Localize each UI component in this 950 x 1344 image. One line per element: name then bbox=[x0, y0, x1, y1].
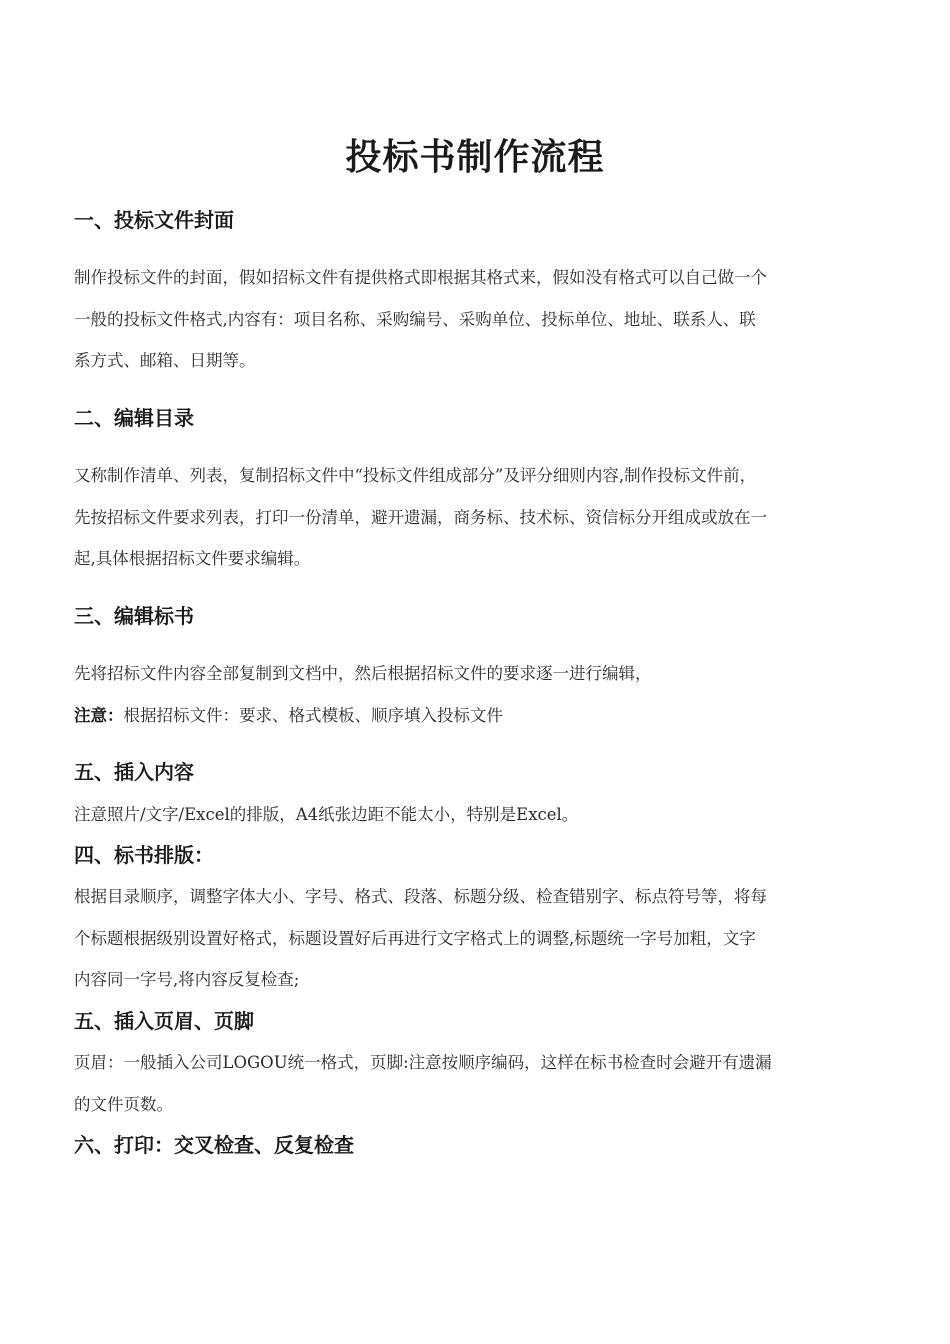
section-heading-header-footer: 五、插入页眉、页脚 bbox=[74, 1009, 254, 1033]
section-body-layout bbox=[74, 876, 894, 1001]
body-line: 先按招标文件要求列表，打印一份清单，避开遗漏，商务标、技术标、资信标分开组成或放在一 bbox=[74, 507, 767, 527]
note-text: 根据招标文件：要求、格式模板、顺序填入投标文件 bbox=[123, 705, 503, 725]
body-line: 先将招标文件内容全部复制到文档中，然后根据招标文件的要求逐一进行编辑， bbox=[74, 664, 652, 683]
body-line: 个标题根据级别设置好格式，标题设置好后再进行文字格式上的调整,标题统一字号加粗，文字 bbox=[74, 928, 756, 948]
section-heading-cover: 一、投标文件封面 bbox=[74, 208, 234, 232]
body-line: 系方式、邮箱、日期等。 bbox=[74, 351, 256, 370]
section-body-insert-content bbox=[74, 794, 894, 836]
body-line: 根据目录顺序，调整字体大小、字号、格式、段落、标题分级、检查错别字、标点符号等，将每 bbox=[74, 887, 767, 906]
section-body-header-footer bbox=[74, 1042, 894, 1125]
document-title: 投标书制作流程 bbox=[345, 137, 605, 178]
body-line: 又称制作清单、列表，复制招标文件中“投标文件组成部分”及评分细则内容,制作投标文件前， bbox=[74, 466, 757, 485]
section-heading-insert-content: 五、插入内容 bbox=[74, 760, 194, 784]
section-heading-edit: 三、编辑标书 bbox=[74, 604, 194, 628]
section-body-edit bbox=[74, 653, 894, 736]
section-heading-print: 六、打印：交叉检查、反复检查 bbox=[74, 1133, 354, 1157]
section-heading-toc: 二、编辑目录 bbox=[74, 406, 194, 430]
body-line: 页眉：一般插入公司LOGOU统一格式，页脚:注意按顺序编码，这样在标书检查时会避开有遗漏 bbox=[74, 1053, 772, 1072]
note-line bbox=[74, 695, 894, 737]
body-line: 的文件页数。 bbox=[74, 1094, 173, 1114]
section-heading-layout: 四、标书排版： bbox=[74, 843, 214, 867]
section-body-toc bbox=[74, 455, 894, 580]
body-line: 起,具体根据招标文件要求编辑。 bbox=[74, 549, 311, 568]
body-line: 一般的投标文件格式,内容有：项目名称、采购编号、采购单位、投标单位、地址、联系人、联 bbox=[74, 309, 756, 329]
body-line: 制作投标文件的封面，假如招标文件有提供格式即根据其格式来，假如没有格式可以自己做一个 bbox=[74, 268, 767, 287]
section-body-cover bbox=[74, 257, 894, 382]
body-line: 内容同一字号,将内容反复检查; bbox=[74, 970, 300, 989]
body-line: 注意照片/文字/Excel的排版，A4纸张边距不能太小，特别是Excel。 bbox=[74, 805, 579, 824]
note-label: 注意： bbox=[74, 705, 124, 725]
